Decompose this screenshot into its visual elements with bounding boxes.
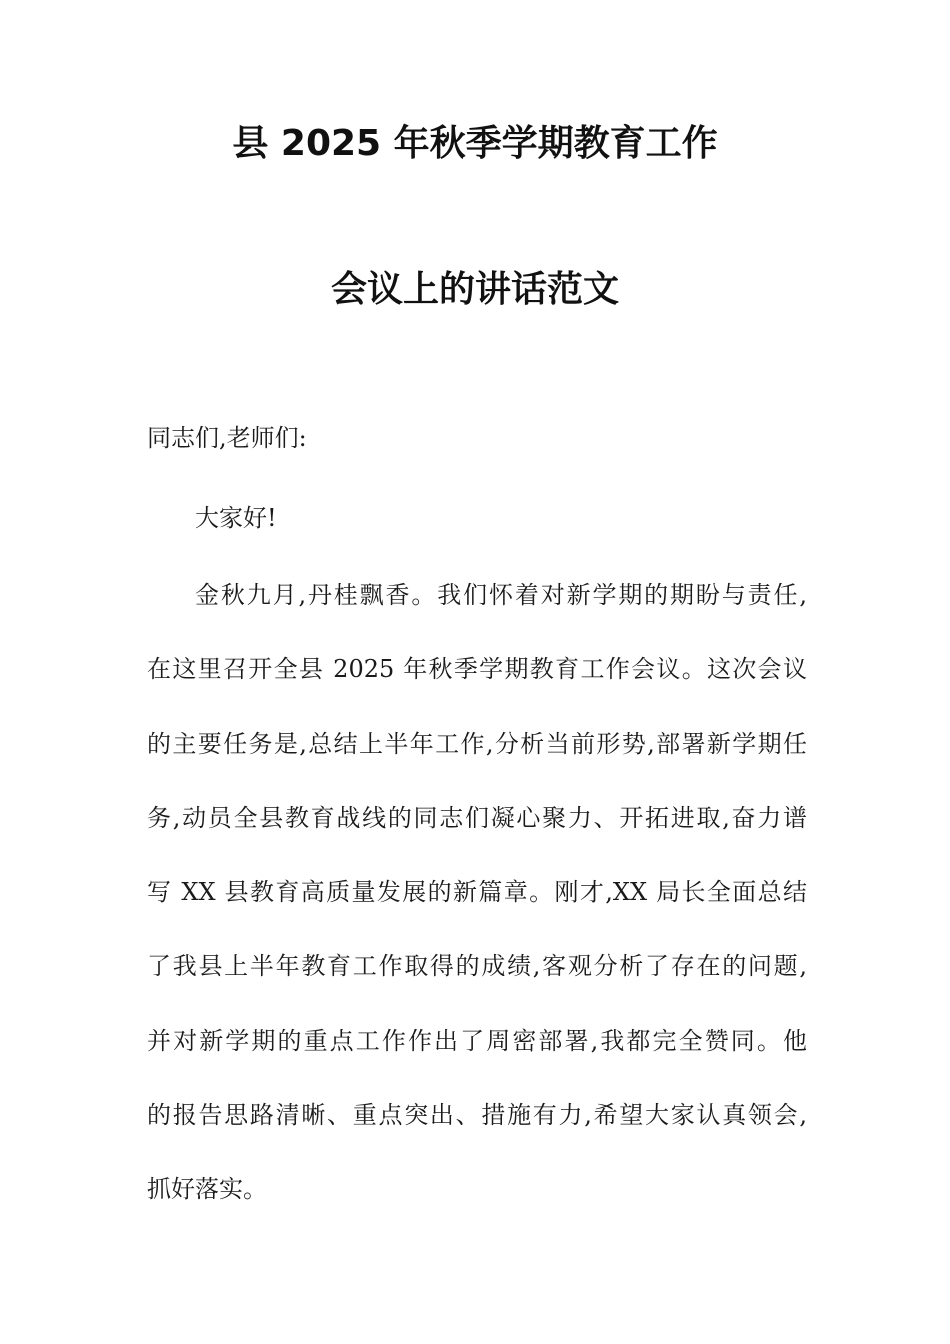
- paragraph-line-8: 的报告思路清晰、重点突出、措施有力,希望大家认真领会,: [147, 1101, 807, 1130]
- paragraph-line-5: 写 XX 县教育高质量发展的新篇章。刚才,XX 局长全面总结: [147, 878, 807, 907]
- paragraph-line-3: 的主要任务是,总结上半年工作,分析当前形势,部署新学期任: [147, 729, 807, 758]
- paragraph-line-7: 并对新学期的重点工作作出了周密部署,我都完全赞同。他: [147, 1026, 807, 1055]
- paragraph-line-2: 在这里召开全县 2025 年秋季学期教育工作会议。这次会议: [147, 655, 807, 684]
- title-line-2: 会议上的讲话范文: [330, 269, 619, 310]
- paragraph-line-9: 抓好落实。: [147, 1175, 267, 1204]
- paragraph-line-4: 务,动员全县教育战线的同志们凝心聚力、开拓进取,奋力谱: [147, 803, 807, 832]
- salutation: 同志们,老师们:: [147, 424, 307, 452]
- body-paragraph: [147, 579, 807, 1248]
- paragraph-line-6: 了我县上半年教育工作取得的成绩,客观分析了存在的问题,: [147, 952, 807, 981]
- greeting: 大家好!: [195, 504, 277, 532]
- paragraph-line-1: 金秋九月,丹桂飘香。我们怀着对新学期的期盼与责任,: [195, 581, 807, 609]
- title-line-1: 县 2025 年秋季学期教育工作: [232, 123, 718, 164]
